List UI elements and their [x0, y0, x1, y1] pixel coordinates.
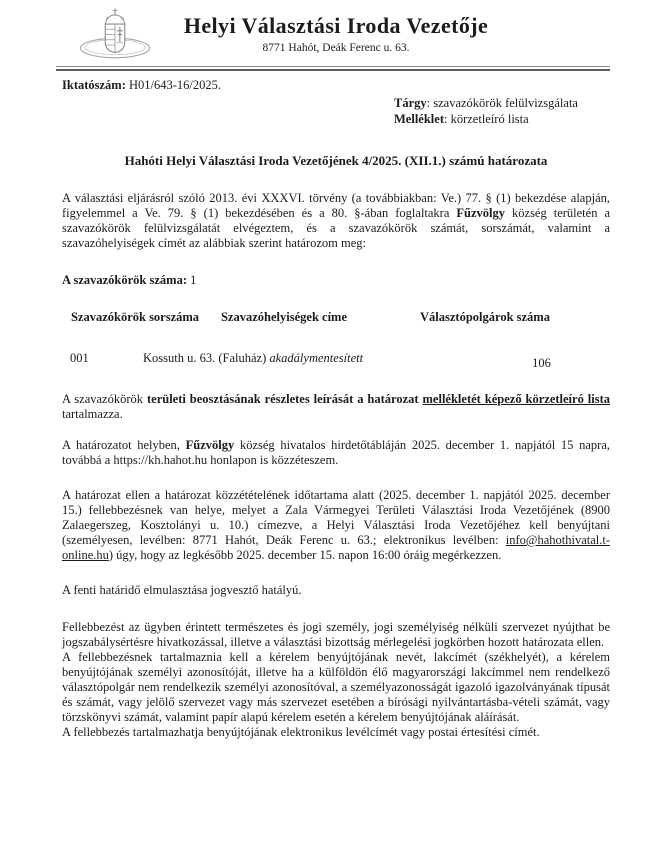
subject-label: Tárgy: [394, 96, 427, 110]
paragraph-appeal-content: A fellebbezésnek tartalmaznia kell a kérelem benyújtójának nevét, lakcímét (székhelyét), a kérelem benyújtójának személyi azonosítóját, illetve ha a külföldön élő magyarországi lakcímmel nem rendelkező választópolgár nem rendelkezik személyi azonosítóval, a személyazonosságát igazoló igazolványának típusát és számát, vagy jelölő szervezet vagy más szervezet esetében a bírósági nyilvántartásba-vételi számát, vagy törzskönyvi számát, valamint papír alapú kérelem esetén a kérelem benyújtójának aláírását.: [62, 650, 610, 724]
table-header-row: [62, 310, 610, 325]
subject-line: [394, 95, 610, 111]
paragraph-appeal-who: Fellebbezést az ügyben érintett természetes és jogi személy, jogi személyiség nélküli szervezet nyújthat be jogszabálysértésre hivatkozással, illetve a választási bizottság mérlegelési jogkörben hozott határozata ellen.: [62, 620, 610, 649]
paragraph-appeal-optional: A fellebbezés tartalmazhatja benyújtójának elektronikus levélcímét vagy postai értesítési címét.: [62, 725, 540, 739]
village-name: Fűzvölgy: [185, 438, 235, 452]
registry-number-line: [62, 78, 610, 93]
cell-polling-place-address: [143, 351, 473, 366]
annex-text-end: tartalmazza.: [62, 407, 123, 421]
publication-text: A határozatot helyben,: [62, 438, 186, 452]
registry-number-value: H01/643-16/2025.: [125, 78, 222, 92]
paragraph-deadline: A fenti határidő elmulasztása jogvesztő hatályú.: [62, 583, 302, 597]
count-label: A szavazókörök száma:: [62, 273, 187, 287]
attachment-line: [394, 111, 610, 127]
col-header-voter-count: Választópolgárok száma: [420, 310, 550, 324]
accessibility-note: akadálymentesített: [269, 351, 364, 365]
intro-text: A választási eljárásról szóló 2013. évi XXXVI. törvény (a továbbiakban: Ve.) 77. § (1) bekezdése alapján, figyelemmel a Ve. 79. § (1) bekezdésében és a 80. §-ában foglaltakra: [62, 191, 610, 220]
publication-text-cont: község hivatalos hirdetőtábláján 2025. december 1. napjától 15 napra, továbbá a https://kh.hahot.hu honlapon is közzéteszem.: [62, 438, 610, 467]
cell-voter-count: 106: [532, 356, 551, 370]
attachment-label: Melléklet: [394, 112, 444, 126]
table-row: [62, 351, 610, 370]
annex-underlined-text: mellékletét képező körzetleíró lista: [422, 392, 611, 406]
col-header-polling-place-address: Szavazóhelyiségek címe: [220, 310, 347, 324]
decision-title: Hahóti Helyi Választási Iroda Vezetőjének 4/2025. (XII.1.) számú határozata: [124, 153, 548, 168]
attachment-value: : körzetleíró lista: [443, 112, 529, 126]
paragraph-appeal: [62, 488, 610, 563]
office-address: 8771 Hahót, Deák Ferenc u. 63.: [262, 42, 410, 54]
count-value: 1: [187, 273, 197, 287]
email-link: info@hahothivatal.t-online.hu: [62, 533, 610, 562]
paragraph-annex: [62, 392, 610, 422]
appeal-text-cont: ) úgy, hogy az legkésőbb 2025. december 15. napon 16:00 óráig megérkezzen.: [108, 548, 502, 562]
hungarian-coat-of-arms-icon: [76, 6, 154, 66]
header-divider: [56, 66, 610, 71]
subject-attachment-block: [394, 95, 610, 127]
cell-district-number: 001: [70, 351, 89, 365]
address-text: Kossuth u. 63. (Faluház): [143, 351, 270, 365]
subject-value: : szavazókörök felülvizsgálata: [426, 96, 578, 110]
office-title: Helyi Választási Iroda Vezetője: [183, 13, 489, 38]
appeal-text: A határozat ellen a határozat közzétételének időtartama alatt (2025. december 1. napjától 2025. december 15.) fellebbezésnek van helye, melyet a Zala Vármegyei Területi Választási Iroda Vezetőjének (8900 Zalaegerszeg, Kosztolányi u. 10.) címezve, a Helyi Választási Iroda Vezetőjéhez kell benyújtani (személyesen, levélben: 8771 Hahót, Deák Ferenc u. 63.; elektronikus levélben:: [62, 488, 610, 547]
col-header-district-number: Szavazókörök sorszáma: [70, 310, 200, 324]
intro-text-cont: község területén a szavazókörök felülvizsgálatát elvégeztem, és a szavazókörök számát, sorszámát, valamint a szavazóhelyiségek címét az alábbiak szerint határozom meg:: [62, 206, 610, 250]
polling-district-count: [62, 273, 610, 288]
village-name: Fűzvölgy: [456, 206, 506, 220]
annex-bold-text: területi beosztásának részletes leírását a határozat: [146, 392, 423, 406]
paragraph-intro: [62, 191, 610, 251]
paragraph-publication: [62, 438, 610, 468]
registry-number-label: Iktatószám:: [62, 78, 126, 92]
annex-text: A szavazókörök: [62, 392, 147, 406]
